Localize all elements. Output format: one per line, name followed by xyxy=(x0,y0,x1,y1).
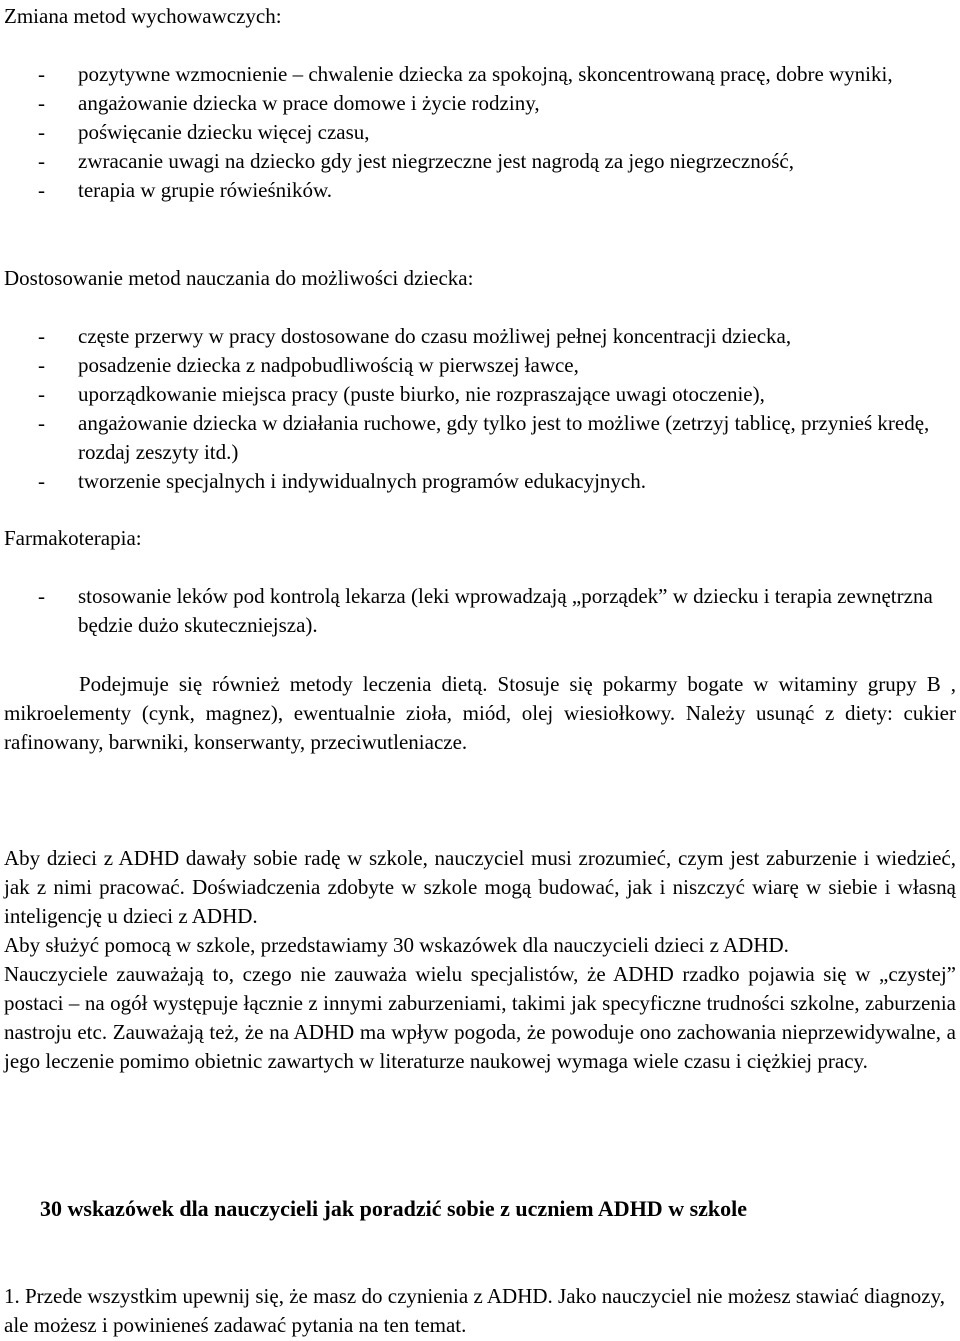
tip-1: 1. Przede wszystkim upewnij się, że masz do czynienia z ADHD. Jako nauczyciel nie możesz stawiać diagnozy, ale możesz i powinieneś zadawać pytania na ten temat. xyxy=(4,1284,945,1337)
list-item: - terapia w grupie rówieśników. xyxy=(38,176,956,205)
list-dash: - xyxy=(38,324,45,348)
list-item: - tworzenie specjalnych i indywidualnych programów edukacyjnych. xyxy=(38,467,956,496)
teaching-list xyxy=(38,322,956,496)
list-item: - angażowanie dziecka w prace domowe i życie rodziny, xyxy=(38,89,956,118)
list-item: - uporządkowanie miejsca pracy (puste biurko, nie rozpraszające uwagi otoczenie), xyxy=(38,380,956,409)
list-item: - pozytywne wzmocnienie – chwalenie dziecka za spokojną, skoncentrowaną pracę, dobre wyniki, xyxy=(38,60,956,89)
list-item: - posadzenie dziecka z nadpobudliwością w pierwszej ławce, xyxy=(38,351,956,380)
section-title-pharma: Farmakoterapia: xyxy=(4,526,142,550)
list-dash: - xyxy=(38,91,45,115)
methods-list xyxy=(38,60,956,205)
list-dash: - xyxy=(38,62,45,86)
adhd-paragraph-2: Aby służyć pomocą w szkole, przedstawiamy 30 wskazówek dla nauczycieli dzieci z ADHD. xyxy=(4,933,789,957)
list-item: - zwracanie uwagi na dziecko gdy jest niegrzeczne jest nagrodą za jego niegrzeczność, xyxy=(38,147,956,176)
list-item: - stosowanie leków pod kontrolą lekarza (leki wprowadzają „porządek” w dziecku i terapia zewnętrzna będzie dużo skuteczniejsza). xyxy=(38,584,933,637)
list-dash: - xyxy=(38,178,45,202)
adhd-paragraph-3: Nauczyciele zauważają to, czego nie zauważa wielu specjalistów, że ADHD rzadko pojawia się w „czystej” postaci – na ogół występuje łącznie z innymi zaburzeniami, takimi jak specyficzne trudności szkolne, zaburzenia nastroju etc. Zauważają też, że na ADHD ma wpływ pogoda, że powoduje ono zachowania nieprzewidywalne, a jego leczenie pomimo obietnic zawartych w literaturze naukowej wymaga wiele czasu i ciężkiej pracy. xyxy=(4,962,956,1073)
diet-paragraph: Podejmuje się również metody leczenia dietą. Stosuje się pokarmy bogate w witaminy grupy B , mikroelementy (cynk, magnez), ewentualnie zioła, miód, olej wiesiołkowy. Należy usunąć z diety: cukier rafinowany, barwniki, konserwanty, przeciwutleniacze. xyxy=(4,672,956,754)
pharma-list xyxy=(38,582,956,640)
list-item: - poświęcanie dziecku więcej czasu, xyxy=(38,118,956,147)
list-item: - częste przerwy w pracy dostosowane do czasu możliwej pełnej koncentracji dziecka, xyxy=(38,322,956,351)
list-dash: - xyxy=(38,584,45,608)
section-title-methods: Zmiana metod wychowawczych: xyxy=(4,4,282,28)
section-title-teaching: Dostosowanie metod nauczania do możliwości dziecka: xyxy=(4,266,474,290)
adhd-paragraph-1: Aby dzieci z ADHD dawały sobie radę w szkole, nauczyciel musi zrozumieć, czym jest zaburzenie i wiedzieć, jak z nimi pracować. Doświadczenia zdobyte w szkole mogą budować, jak i niszczyć wiarę w siebie i własną inteligencję u dzieci z ADHD. xyxy=(4,846,956,928)
list-dash: - xyxy=(38,149,45,173)
list-item: - angażowanie dziecka w działania ruchowe, gdy tylko jest to możliwe (zetrzyj tablicę, przynieś kredę, rozdaj zeszyty itd.) xyxy=(38,411,930,464)
list-dash: - xyxy=(38,411,45,435)
tips-heading: 30 wskazówek dla nauczycieli jak poradzić sobie z uczniem ADHD w szkole xyxy=(40,1196,748,1221)
list-dash: - xyxy=(38,382,45,406)
list-dash: - xyxy=(38,353,45,377)
list-dash: - xyxy=(38,469,45,493)
list-dash: - xyxy=(38,120,45,144)
